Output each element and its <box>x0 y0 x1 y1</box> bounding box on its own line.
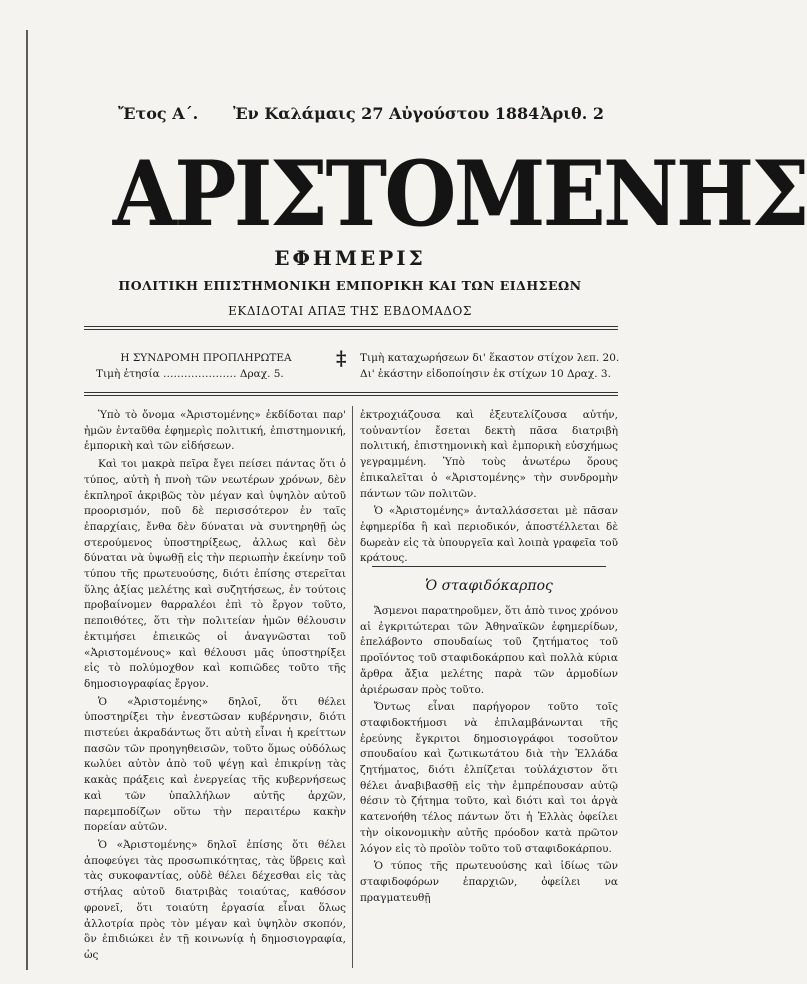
subscription-left <box>96 350 316 382</box>
paragraph: Ὁ «Ἀριστομένης» δηλοῖ, ὅτι θέλει ὑποστηρίξει τὴν ἐνεστῶσαν κυβέρνησιν, διότι πιστεύει ἀκραδάντως ὅτι αὐτὴ εἶναι ἡ κρείττων πασῶν τῶν προηγηθεισῶν, τοῦτο ὅμως οὐδόλως κωλύει αὐτὸν ἀπὸ τοῦ ψέγῃ καὶ ἐπικρίνῃ τὰς κακὰς πράξεις καὶ ἐνεργείας τῆς κυβερνήσεως καὶ τῶν ὑπαλλήλων αὐτῆς ἀρχῶν, παρεμποδίζων οὕτω τὴν περαιτέρω κακὴν πορείαν αὐτῶν. <box>84 695 346 834</box>
paragraph: Ὁ «Ἀριστομένης» δηλοῖ ἐπίσης ὅτι θέλει ἀποφεύγει τὰς προσωπικότητας, τὰς ὕβρεις καὶ τὰς συκοφαντίας, οὐδὲ θέλει δέχεσθαι εἰς τὰς στήλας αὐτοῦ διατριβὰς τοιαύτας, καθόσον φρονεῖ, ὅτι τοιαύτη ἐργασία εἶναι ὅλως ἀλλοτρία πρὸς τὸν μέγαν καὶ ὑψηλὸν σκοπόν, ὃν ἐπιδιώκει ἐν τῇ κοινωνίᾳ ἡ δημοσιογραφία, ὡς <box>84 838 346 961</box>
masthead-rule <box>84 326 618 327</box>
column-divider <box>352 406 353 968</box>
notice-price: Δι' ἑκάστην εἰδοποίησιν ἐκ στίχων 10 Δραχ. 3. <box>360 368 611 380</box>
place-date: Ἐν Καλάμαις 27 Αὐγούστου 1884 <box>233 104 540 123</box>
newspaper-subtitle: ΕΦΗΜΕΡΙΣ <box>274 246 426 270</box>
publication-frequency: ΕΚΔΙΔΟΤΑΙ ΑΠΑΞ ΤΗΣ ΕΒΔΟΜΑΔΟΣ <box>228 304 472 318</box>
newspaper-description: ΠΟΛΙΤΙΚΗ ΕΠΙΣΤΗΜΟΝΙΚΗ ΕΜΠΟΡΙΚΗ ΚΑΙ ΤΩΝ ΕΙΔΗΣΕΩΝ <box>118 278 582 293</box>
article-currant <box>360 604 618 908</box>
subscription-right <box>360 350 620 382</box>
issue-number: Ἀριθ. 2 <box>540 104 604 123</box>
masthead-rule-2 <box>84 329 618 330</box>
subscription-rule <box>84 392 618 393</box>
paragraph: ἐκτροχιάζουσα καὶ ἐξευτελίζουσα αὐτήν, τοὐναντίον ἔσεται δεκτὴ πᾶσα διατριβὴ πολιτική, ἐπιστημονικὴ καὶ ἐμπορικὴ εὐσχήμως γεγραμμένη. Ὑπὸ τοὺς ἀνωτέρω ὅρους ἐπικαλεῖται ὁ «Ἀριστομένης» τὴν συνδρομὴν πάντων τῶν πολιτῶν. <box>360 409 618 500</box>
paragraph: Ὁ «Ἀριστομένης» ἀνταλλάσσεται μὲ πᾶσαν ἐφημερίδα ἢ καὶ περιοδικόν, ἀποστέλλεται δὲ δωρεὰν εἰς τὰ ὑπουργεῖα καὶ λοιπὰ γραφεῖα τοῦ κράτους. <box>360 505 618 565</box>
article-separator <box>372 566 606 567</box>
paragraph: Ὄντως εἶναι παρήγορον τοῦτο τοῖς σταφιδοκτήμοσι νὰ ἐπιλαμβάνωνται τῆς ἐρεύνης ἔγκριτοι δημοσιογράφοι τοσοῦτον σπουδαίου καὶ ζωτικωτάτου διὰ τὴν Ἑλλάδα ζητήματος, διότι ἐλπίζεται τοὐλάχιστον ὅτι θέλει ἀναβιβασθῇ εἰς τὴν ἐμπρέπουσαν αὐτῷ θέσιν τὸ ζήτημα τοῦτο, καὶ διότι καὶ τοι ἀργὰ κατενοήθη τέλος πάντων ὅτι ἡ Ἑλλὰς ὀφείλει τὴν οἰκονομικὴν αὐτῆς πρόοδον κατὰ πρῶτον λόγον εἰς τὸ προϊὸν τοῦτο τοῦ σταφιδοκάρπου. <box>360 701 618 855</box>
page-edge-line <box>26 30 28 970</box>
article-intro-continued <box>360 408 618 569</box>
paragraph: Ὁ τύπος τῆς πρωτευούσης καὶ ἰδίως τῶν σταφιδοφόρων ἐπαρχιῶν, ὀφείλει να πραγματευθῇ <box>360 860 618 904</box>
paragraph: Ὑπὸ τὸ ὄνομα «Ἀριστομένης» ἐκδίδοται παρ' ἡμῶν ἐνταῦθα ἐφημερὶς πολιτική, ἐπιστημονική, ἐμπορικὴ καὶ τῶν εἰδήσεων. <box>84 409 346 453</box>
annual-price: Τιμὴ ἐτησία ………………… Δραχ. 5. <box>96 368 284 380</box>
subscription-heading: Η ΣΥΝΔΡΟΜΗ ΠΡΟΠΛΗΡΩΤΕΑ <box>120 352 292 364</box>
year-label: Ἔτος Α΄. <box>118 104 199 123</box>
dateline <box>118 104 604 126</box>
paragraph: Ἄσμενοι παρατηροῦμεν, ὅτι ἀπὸ τινος χρόνου αἱ ἐγκριτώτεραι τῶν Ἀθηναϊκῶν ἐφημερίδων, ἐπελάβοντο σπουδαίως τοῦ ζητήματος τοῦ προϊόντος τοῦ σταφιδοκάρπου καὶ πολλὰ κύρια ἄρθρα ἄξια μελέτης παρὰ τῶν ἁρμοδίων ἀριέρωσαν πρὸς τοῦτο. <box>360 605 618 696</box>
paragraph: Καὶ τοι μακρὰ πεῖρα ἔγει πείσει πάντας ὅτι ὁ τύπος, αὐτὴ ἡ πνοὴ τῶν νεωτέρων χρόνων, δὲν ἐκπληροῖ ἀκριβῶς τὸν μέγαν καὶ ὑψηλὸν αὐτοῦ προορισμόν, ποῦ δὲ περισσότερον ἐν ταῖς ἐπαρχίαις, ἔνθα δὲν δύναται νὰ συντηρηθῇ ὡς στερούμενος ὑποστηρίξεως, ἀλλως καὶ δὲν δύναται νὰ ὑψωθῇ εἰς τὴν περιωπὴν ἐκείνην τοῦ τύπου τῆς πρωτευούσης, διότι ἐπίσης στερεῖται ὕλης ἀξίας μελέτης καὶ συζητήσεως, ἐν τούτοις προβαίνομεν θαρραλέοι ἐπὶ τὸ ἔργον τοῦτο, πεποιθότες, ὅτι τὴν πολιτείαν ἡμῶν θέλουσιν ἐκτιμήσει ἐπιεικῶς οἱ ἀναγνῶσται τοῦ «Ἀριστομένους» καὶ θέλουσι μᾶς ὑποστηρίξει εἰς τὸ πολύμοχθον καὶ κοπιῶδες τοῦτο τῆς δημοσιογραφίας ἔργον. <box>84 458 346 690</box>
insertion-price: Τιμὴ καταχωρήσεων δι' ἕκαστον στίχον λεπ. 20. <box>360 352 620 364</box>
dagger-ornament-icon: ‡ <box>336 346 347 370</box>
article-title: Ὁ σταφιδόκαρπος <box>425 578 553 594</box>
subscription-rule-2 <box>84 395 618 396</box>
article-intro <box>84 408 346 966</box>
newspaper-title: ΑΡΙΣΤΟΜΕΝΗΣ <box>112 141 807 247</box>
